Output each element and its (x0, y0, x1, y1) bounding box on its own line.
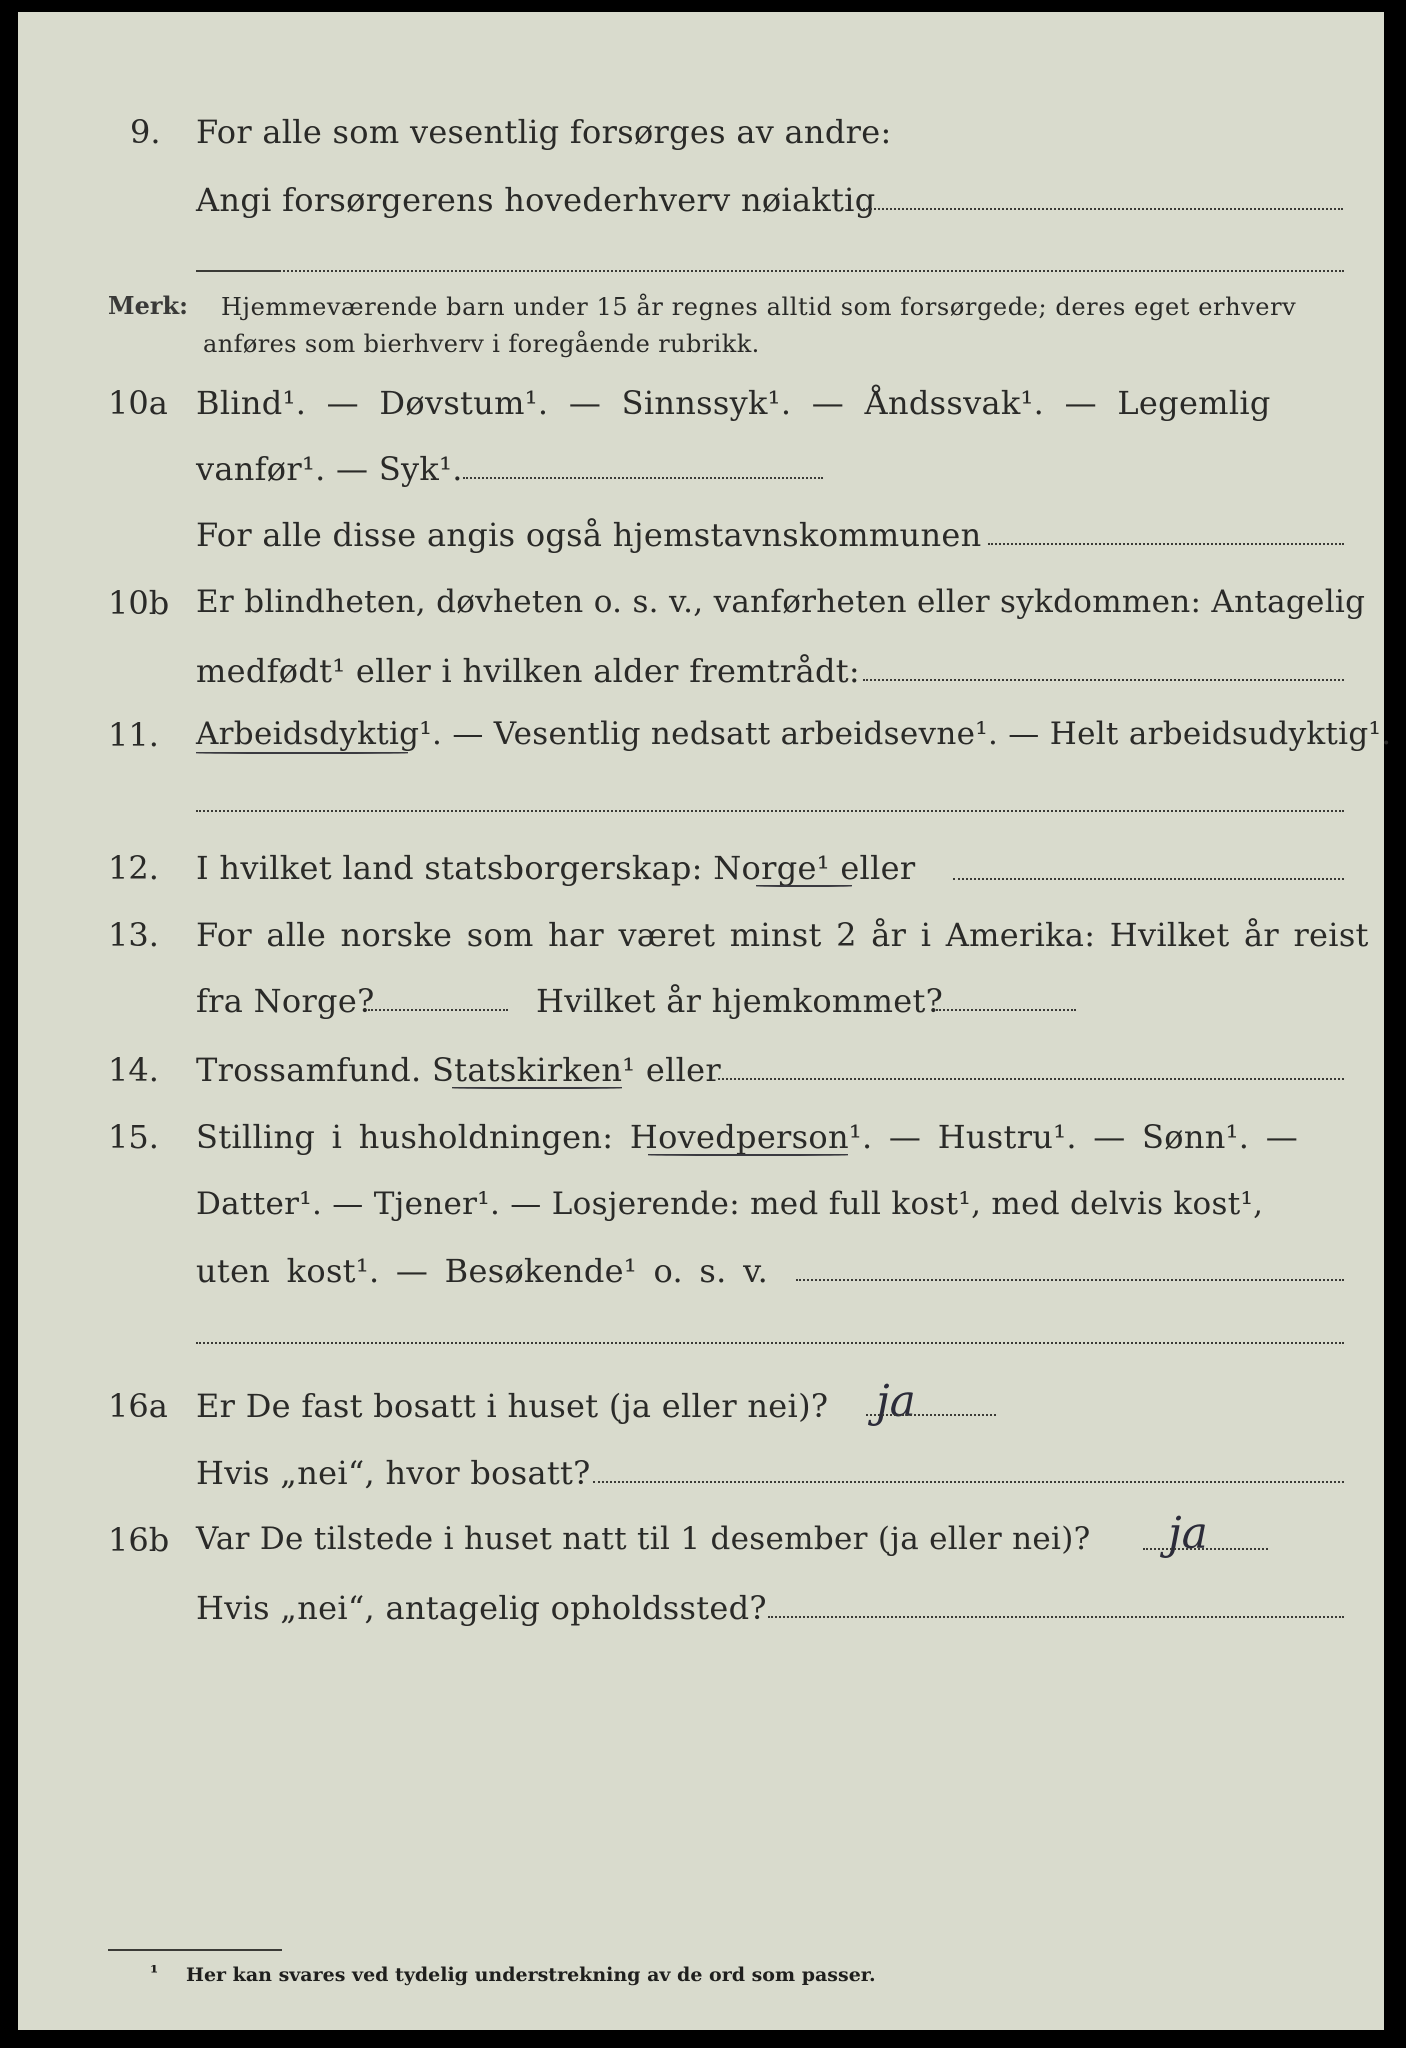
q10a-syk-line (463, 477, 823, 479)
q15-answer-line (796, 1279, 1344, 1281)
q14-answer-line (718, 1078, 1344, 1080)
q15-line3: uten kost¹. — Besøkende¹ o. s. v. (196, 1252, 769, 1290)
q12-line1: I hvilket land statsborgerskap: Norge¹ eller (196, 849, 916, 887)
q15-line1: Stilling i husholdningen: Hovedperson¹. — Hustru¹. — Sønn¹. — (196, 1118, 1299, 1156)
q14-number: 14. (108, 1051, 159, 1089)
q15-answer-line-2 (196, 1342, 1344, 1344)
q13-reist-line (368, 1009, 508, 1011)
q16a-line1: Er De fast bosatt i huset (ja eller nei)? (196, 1387, 829, 1425)
merk-label: Merk: (108, 291, 188, 320)
q10b-number: 10b (108, 584, 170, 622)
q14-handwritten-underline (452, 1087, 622, 1089)
q16b-number: 16b (108, 1521, 170, 1559)
q10b-line2: medfødt¹ eller i hvilken alder fremtrådt: (196, 652, 860, 690)
footnote-text: Her kan svares ved tydelig understrekning av de ord som passer. (186, 1964, 876, 1986)
q11-number: 11. (108, 716, 159, 754)
q10a-line2: vanfør¹. — Syk¹. (196, 450, 463, 488)
q10a-kommune-line (988, 543, 1344, 545)
q16b-opholdssted-line (768, 1616, 1344, 1618)
q9-line2: Angi forsørgerens hovederhverv nøiaktig (196, 181, 876, 219)
q9-answer-line-2 (196, 270, 1344, 272)
q16a-number: 16a (108, 1387, 168, 1425)
q13-number: 13. (108, 916, 159, 954)
q10a-line1: Blind¹. — Døvstum¹. — Sinnssyk¹. — Åndssvak¹. — Legemlig (196, 384, 1271, 422)
q11-line1: Arbeidsdyktig¹. — Vesentlig nedsatt arbeidsevne¹. — Helt arbeidsudyktig¹. (196, 716, 1392, 752)
q10b-answer-line (863, 679, 1344, 681)
q16b-line1: Var De tilstede i huset natt til 1 desember (ja eller nei)? (196, 1521, 1091, 1557)
q16a-answer-line (866, 1414, 996, 1416)
q9-line1: For alle som vesentlig forsørges av andre: (196, 113, 892, 151)
q12-number: 12. (108, 849, 159, 887)
q13-hjemkommet-line (936, 1009, 1076, 1011)
q13-line1: For alle norske som har været minst 2 år i Amerika: Hvilket år reist (196, 916, 1369, 954)
q12-answer-line (953, 878, 1344, 880)
q16b-line2: Hvis „nei“, antagelig opholdssted? (196, 1589, 767, 1627)
q16a-handwritten-answer: ja (876, 1376, 916, 1427)
q11-handwritten-underline (196, 752, 408, 754)
q9-short-rule (196, 270, 280, 272)
q16a-line2: Hvis „nei“, hvor bosatt? (196, 1454, 591, 1492)
q16a-bosatt-line (593, 1481, 1344, 1483)
q14-line1: Trossamfund. Statskirken¹ eller (196, 1051, 722, 1089)
q10b-line1: Er blindheten, døvheten o. s. v., vanførheten eller sykdommen: Antagelig (196, 584, 1366, 620)
q10a-number: 10a (108, 384, 168, 422)
census-form-page (18, 12, 1392, 2030)
q11-answer-line (196, 810, 1344, 812)
merk-line1: Hjemmeværende barn under 15 år regnes alltid som forsørgede; deres eget erhverv (221, 293, 1297, 321)
q10a-line3: For alle disse angis også hjemstavnskommunen (196, 516, 982, 554)
footnote-rule (108, 1949, 282, 1951)
q16b-handwritten-answer: ja (1168, 1508, 1208, 1559)
q15-line2: Datter¹. — Tjener¹. — Losjerende: med full kost¹, med delvis kost¹, (196, 1186, 1264, 1222)
q15-handwritten-underline (648, 1154, 848, 1156)
q13-line2b: Hvilket år hjemkommet? (536, 982, 944, 1020)
q16b-answer-line (1143, 1548, 1268, 1550)
q13-line2a: fra Norge? (196, 982, 375, 1020)
merk-line2: anføres som bierhverv i foregående rubrikk. (203, 330, 760, 358)
q12-handwritten-underline (756, 885, 852, 887)
q9-number: 9. (130, 113, 161, 151)
q15-number: 15. (108, 1118, 159, 1156)
footnote-mark: ¹ (150, 1962, 159, 1984)
q9-answer-line (863, 208, 1343, 210)
